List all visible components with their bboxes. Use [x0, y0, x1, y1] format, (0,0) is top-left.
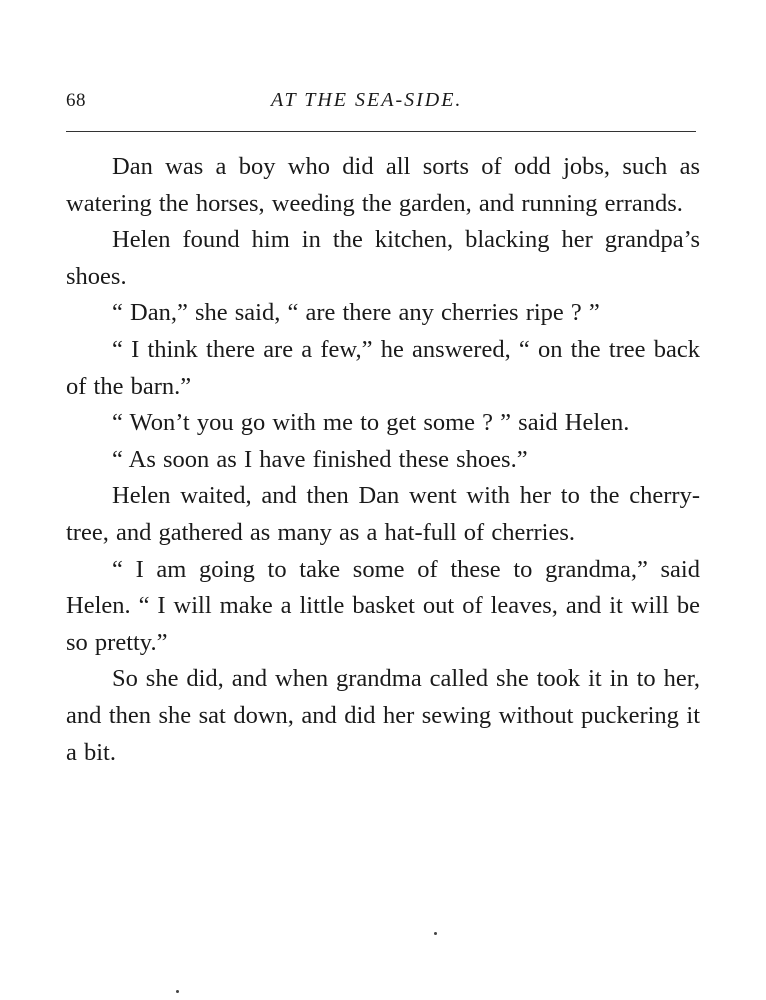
body-text	[66, 149, 700, 771]
running-head: AT THE SEA-SIDE.	[271, 89, 463, 111]
paragraph: Helen waited, and then Dan went with her to the cherry-tree, and gathered as many as a hat-full of cherries.	[66, 482, 700, 546]
paragraph: So she did, and when grandma called she took it in to her, and then she sat down, and did her sewing without puckering it a bit.	[66, 665, 700, 766]
paragraph: “ Dan,” she said, “ are there any cherries ripe ? ”	[112, 299, 600, 327]
print-speck	[434, 932, 437, 935]
print-speck	[176, 990, 179, 993]
header-rule	[66, 131, 696, 132]
page-number: 68	[66, 90, 86, 111]
paragraph: Helen found him in the kitchen, blacking her grandpa’s shoes.	[66, 226, 700, 290]
paragraph: “ As soon as I have finished these shoes.”	[112, 445, 528, 473]
paragraph: Dan was a boy who did all sorts of odd jobs, such as watering the horses, weeding the garden, and running errands.	[66, 153, 700, 217]
paragraph: “ I am going to take some of these to grandma,” said Helen. “ I will make a little basket out of leaves, and it will be so pretty.”	[66, 555, 700, 656]
paragraph: “ I think there are a few,” he answered, “ on the tree back of the barn.”	[66, 335, 700, 400]
paragraph: “ Won’t you go with me to get some ? ” said Helen.	[112, 409, 630, 437]
page-header	[66, 86, 696, 118]
